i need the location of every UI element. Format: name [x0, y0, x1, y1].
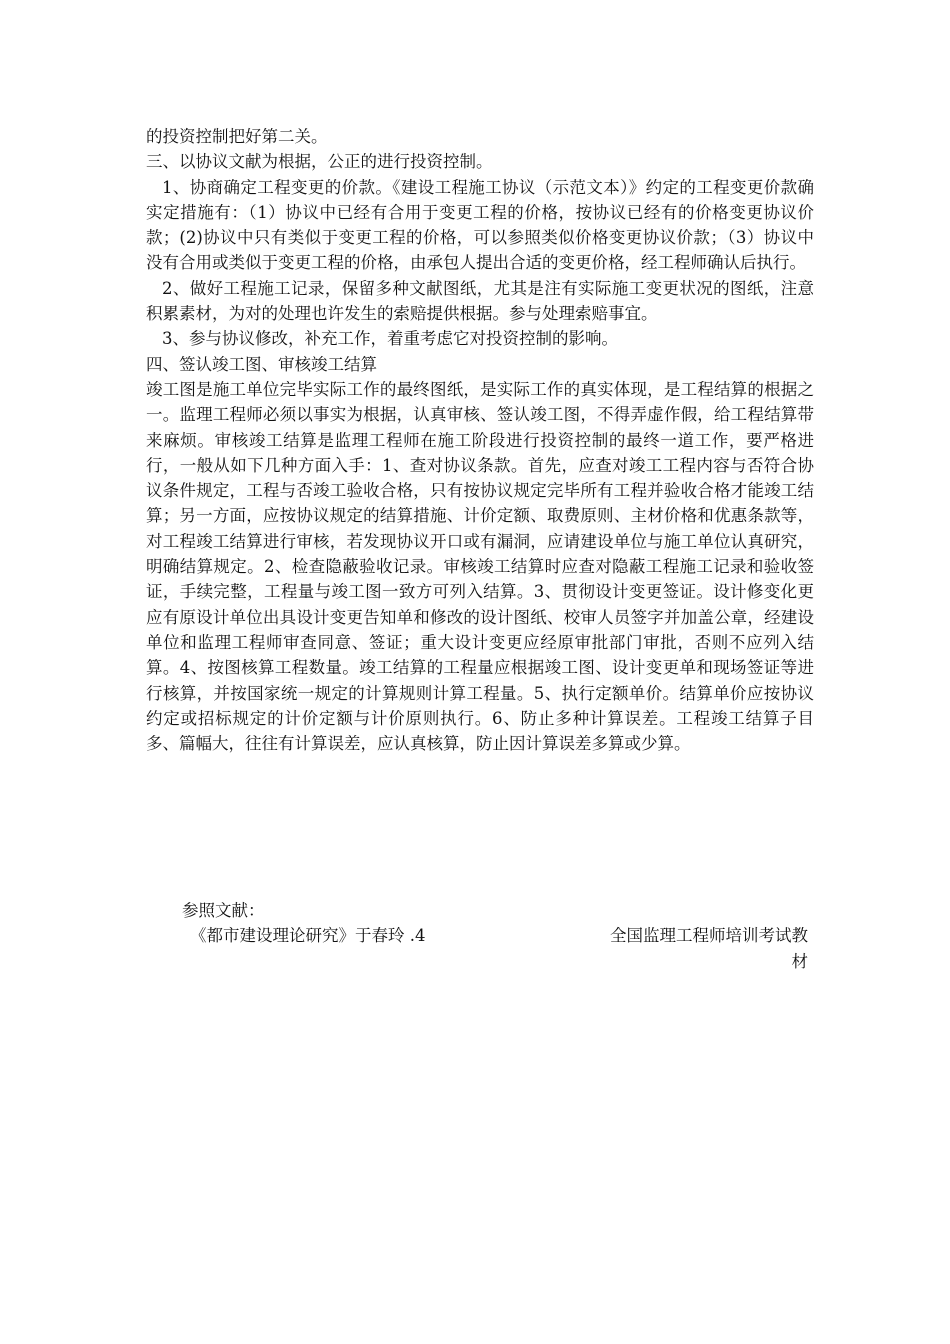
paragraph-item-2: 2、做好工程施工记录，保留多种文献图纸，尤其是注有实际施工变更状况的图纸，注意积累素材，为对的处理也许发生的索赔提供根据。参与处理索赔事宜。 [146, 278, 814, 324]
section-heading-4: 四、签认竣工图、审核竣工结算 [146, 354, 377, 374]
reference-source-left: 《都市建设理论研究》于春玲 .4 [190, 926, 426, 946]
section-heading-3: 三、以协议文献为根据，公正的进行投资控制。 [146, 152, 493, 172]
paragraph-item-1: 1、协商确定工程变更的价款。《建设工程施工协议（示范文本）》约定的工程变更价款确实定措施有：（1）协议中已经有合用于变更工程的价格，按协议已经有的价格变更协议价款；(2)协议中只有类似于变更工程的价格，可以参照类似价格变更协议价款；（3）协议中没有合用或类似于变更工程的价格，由承包人提出合适的变更价格，经工程师确认后执行。 [146, 177, 814, 273]
reference-item [146, 923, 814, 971]
paragraph-completion-drawings: 竣工图是施工单位完毕实际工作的最终图纸，是实际工作的真实体现，是工程结算的根据之一。监理工程师必须以事实为根据，认真审核、签认竣工图，不得弄虚作假，给工程结算带来麻烦。审核竣工结算是监理工程师在施工阶段进行投资控制的最终一道工作，要严格进行，一般从如下几种方面入手：1、查对协议条款。首先，应查对竣工工程内容与否符合协议条件规定，工程与否竣工验收合格，只有按协议规定完毕所有工程并验收合格才能竣工结算；另一方面，应按协议规定的结算措施、计价定额、取费原则、主材价格和优惠条款等，对工程竣工结算进行审核，若发现协议开口或有漏洞，应请建设单位与施工单位认真研究，明确结算规定。2、检查隐蔽验收记录。审核竣工结算时应查对隐蔽工程施工记录和验收签证，手续完整，工程量与竣工图一致方可列入结算。3、贯彻设计变更签证。设计修变化更应有原设计单位出具设计变更告知单和修改的设计图纸、校审人员签字并加盖公章，经建设单位和监理工程师审查同意、签证；重大设计变更应经原审批部门审批，否则不应列入结算。4、按图核算工程数量。竣工结算的工程量应根据竣工图、设计变更单和现场签证等进行核算，并按国家统一规定的计算规则计算工程量。5、执行定额单价。结算单价应按协议约定或招标规定的计价定额与计价原则执行。6、防止多种计算误差。工程竣工结算子目多、篇幅大，往往有计算误差，应认真核算，防止因计算误差多算或少算。 [146, 379, 814, 754]
paragraph-continuation: 的投资控制把好第二关。 [146, 127, 328, 146]
paragraph-item-3: 3、参与协议修改，补充工作，着重考虑它对投资控制的影响。 [162, 329, 618, 349]
reference-source-right: 全国监理工程师培训考试教材 [610, 926, 808, 971]
references-heading: 参照文献： [182, 901, 265, 920]
references-section [146, 898, 814, 971]
body-text [146, 124, 814, 756]
